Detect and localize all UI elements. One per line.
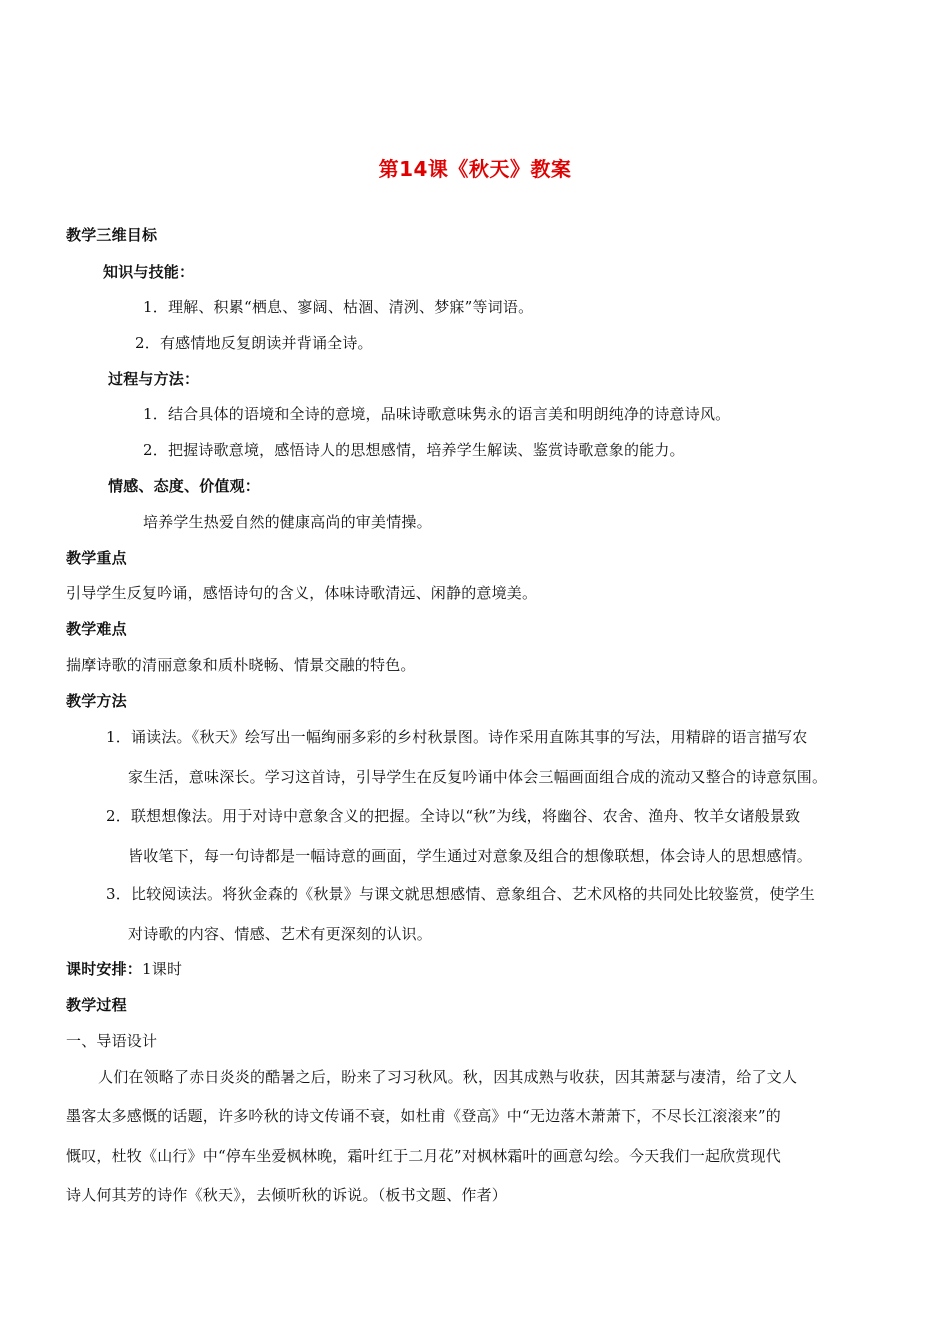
intro-paragraph-line-2: 墨客太多感慨的话题，许多吟秋的诗文传诵不衰，如杜甫《登高》中“无边落木萧萧下，不尽长江滚滚来”的 — [66, 1107, 781, 1125]
method-2-line-1: 2．联想想像法。用于对诗中意象含义的把握。全诗以“秋”为线，将幽谷、农舍、渔舟、牧羊女诸般景致 — [106, 807, 801, 825]
goals-heading: 教学三维目标 — [66, 226, 158, 244]
methods-heading: 教学方法 — [66, 692, 127, 710]
method-1-line-1: 1．诵读法。《秋天》绘写出一幅绚丽多彩的乡村秋景图。诗作采用直陈其事的写法，用精辟的语言描写农 — [106, 728, 808, 746]
schedule-line — [66, 959, 182, 979]
emotion-heading: 情感、态度、价值观： — [108, 477, 261, 495]
method-3-line-2: 对诗歌的内容、情感、艺术有更深刻的认识。 — [128, 925, 433, 943]
intro-subheading: 一、导语设计 — [66, 1032, 158, 1050]
method-1-line-2: 家生活，意味深长。学习这首诗，引导学生在反复吟诵中体会三幅画面组合成的流动又整合的诗意氛围。 — [128, 768, 828, 786]
process-item-1: 1．结合具体的语境和全诗的意境，品味诗歌意味隽永的语言美和明朗纯净的诗意诗风。 — [143, 405, 731, 423]
intro-paragraph-line-3: 慨叹，杜牧《山行》中“停车坐爱枫林晚，霜叶红于二月花”对枫林霜叶的画意勾绘。今天我们一起欣赏现代 — [66, 1147, 781, 1165]
focus-text: 引导学生反复吟诵，感悟诗句的含义，体味诗歌清远、闲静的意境美。 — [66, 584, 538, 602]
schedule-label: 课时安排： — [66, 960, 143, 978]
knowledge-item-1: 1．理解、积累“栖息、寥阔、枯涸、清洌、梦寐”等词语。 — [143, 298, 534, 316]
document-title: 第14课《秋天》教案 — [378, 157, 572, 181]
knowledge-heading: 知识与技能： — [103, 263, 195, 281]
difficulty-heading: 教学难点 — [66, 620, 127, 638]
knowledge-item-2: 2．有感情地反复朗读并背诵全诗。 — [135, 334, 373, 352]
emotion-text: 培养学生热爱自然的健康高尚的审美情操。 — [143, 513, 432, 531]
process-method-heading: 过程与方法： — [108, 370, 200, 388]
intro-paragraph-line-4: 诗人何其芳的诗作《秋天》，去倾听秋的诉说。（板书文题、作者） — [66, 1186, 508, 1204]
difficulty-text: 揣摩诗歌的清丽意象和质朴晓畅、情景交融的特色。 — [66, 656, 416, 674]
intro-paragraph-line-1: 人们在领略了赤日炎炎的酷暑之后，盼来了习习秋风。秋，因其成熟与收获，因其萧瑟与凄清，给了文人 — [98, 1068, 798, 1086]
process-item-2: 2．把握诗歌意境，感悟诗人的思想感情，培养学生解读、鉴赏诗歌意象的能力。 — [143, 441, 685, 459]
focus-heading: 教学重点 — [66, 549, 127, 567]
process-heading: 教学过程 — [66, 996, 127, 1014]
method-3-line-1: 3．比较阅读法。将狄金森的《秋景》与课文就思想感情、意象组合、艺术风格的共同处比较鉴赏，使学生 — [106, 885, 815, 903]
method-2-line-2: 皆收笔下，每一句诗都是一幅诗意的画面，学生通过对意象及组合的想像联想，体会诗人的思想感情。 — [128, 847, 813, 865]
schedule-value: 1课时 — [142, 960, 183, 978]
